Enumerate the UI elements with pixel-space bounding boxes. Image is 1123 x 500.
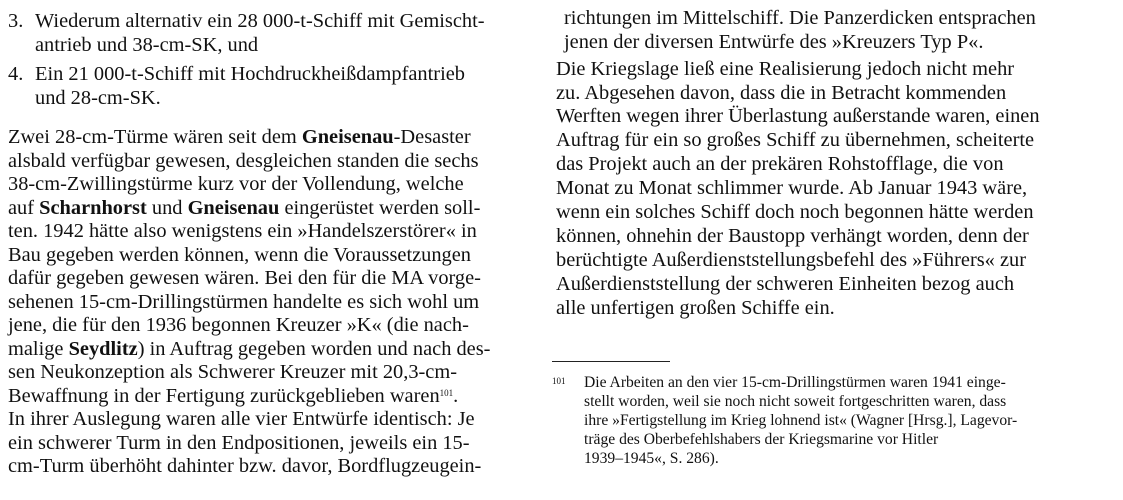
- paragraph-line: jenen der diversen Entwürfe des »Kreuzers Typ P«.: [564, 31, 984, 53]
- paragraph-line: können, ohnehin der Baustopp verhängt worden, denn der: [556, 225, 1029, 247]
- footnote-line: Die Arbeiten an den vier 15-cm-Drillingstürmen waren 1941 einge-: [584, 374, 1006, 391]
- footnote-reference[interactable]: 101: [439, 388, 454, 398]
- paragraph-line: dafür gegeben gewesen wären. Bei den für die MA vorge-: [8, 267, 481, 289]
- paragraph-line: sen Neukonzeption als Schwerer Kreuzer mit 20,3-cm-: [8, 361, 458, 383]
- list-item-4-line1: 4. Ein 21 000-t-Schiff mit Hochdruckheißdampfantrieb: [0, 62, 465, 86]
- footnote-number: 101: [552, 376, 566, 386]
- paragraph-line: malige Seydlitz) in Auftrag gegeben worden und nach des-: [8, 338, 491, 360]
- paragraph-line: wenn ein solches Schiff doch noch begonnen hätte werden: [556, 201, 1034, 223]
- paragraph-line: jene, die für den 1936 begonnen Kreuzer »K« (die nach-: [8, 314, 469, 336]
- paragraph-line: ten. 1942 hätte also wenigstens ein »Handelszerstörer« in: [8, 220, 477, 242]
- list-item-3-line1: 3. Wiederum alternativ ein 28 000-t-Schiff mit Gemischt-: [0, 9, 485, 33]
- paragraph-line: berüchtigte Außerdienststellungsbefehl des »Führers« zur: [556, 249, 1026, 271]
- paragraph-line: Werften wegen ihrer Überlastung außerstande waren, einen: [556, 105, 1040, 127]
- paragraph-line: richtungen im Mittelschiff. Die Panzerdicken entsprachen: [564, 7, 1036, 29]
- paragraph-line: Zwei 28-cm-Türme wären seit dem Gneisenau-Desaster: [8, 126, 471, 148]
- paragraph-line: zu. Abgesehen davon, dass die in Betracht kommenden: [556, 82, 1007, 104]
- footnote-line: ihre »Fertigstellung im Krieg lohnend ist« (Wagner [Hrsg.], Lagevor-: [584, 412, 1018, 429]
- paragraph-line: ein schwerer Turm in den Endpositionen, jeweils ein 15-: [8, 432, 470, 454]
- paragraph-line: Auftrag für ein so großes Schiff zu übernehmen, scheiterte: [556, 129, 1035, 151]
- ship-name-bold: Gneisenau: [187, 197, 280, 219]
- paragraph-line: Außerdienststellung der schweren Einheiten bezog auch: [556, 273, 1015, 295]
- footnote-line: träge des Oberbefehlshabers der Kriegsmarine vor Hitler: [584, 431, 939, 448]
- ship-name-bold: Gneisenau: [301, 126, 394, 148]
- footnote-line: 1939–1945«, S. 286).: [584, 450, 719, 467]
- paragraph-line: das Projekt auch an der prekären Rohstofflage, die von: [556, 153, 1004, 175]
- list-item-3-line2: antrieb und 38-cm-SK, und: [35, 34, 259, 56]
- paragraph-line: Bewaffnung in der Fertigung zurückgeblieben waren$^{101}$.: [8, 385, 459, 407]
- paragraph-line: auf Scharnhorst und Gneisenau eingerüstet werden soll-: [8, 197, 481, 219]
- paragraph-line: Bau gegeben werden können, wenn die Voraussetzungen: [8, 244, 471, 266]
- paragraph-line: cm-Turm überhöht dahinter bzw. davor, Bordflugzeugein-: [8, 455, 482, 477]
- paragraph-line: alle unfertigen großen Schiffe ein.: [556, 297, 835, 319]
- footnote-line: stellt worden, weil sie noch nicht soweit fortgeschritten waren, dass: [584, 393, 1007, 410]
- list-number: 4.: [8, 63, 24, 85]
- paragraph-line: Monat zu Monat schlimmer wurde. Ab Januar 1943 wäre,: [556, 177, 1028, 199]
- ship-name-bold: Seydlitz: [68, 338, 138, 360]
- list-item-4-line2: und 28-cm-SK.: [35, 87, 161, 109]
- paragraph-line: In ihrer Auslegung waren alle vier Entwürfe identisch: Je: [8, 408, 475, 430]
- footnote-separator: [552, 361, 670, 362]
- paragraph-line: sehenen 15-cm-Drillingstürmen handelte es sich wohl um: [8, 291, 480, 313]
- paragraph-line: 38-cm-Zwillingstürme kurz vor der Vollendung, welche: [8, 173, 464, 195]
- list-number: 3.: [8, 10, 24, 32]
- paragraph-line: Die Kriegslage ließ eine Realisierung jedoch nicht mehr: [556, 58, 1015, 80]
- ship-name-bold: Scharnhorst: [39, 197, 147, 219]
- paragraph-line: alsbald verfügbar gewesen, desgleichen standen die sechs: [8, 150, 479, 172]
